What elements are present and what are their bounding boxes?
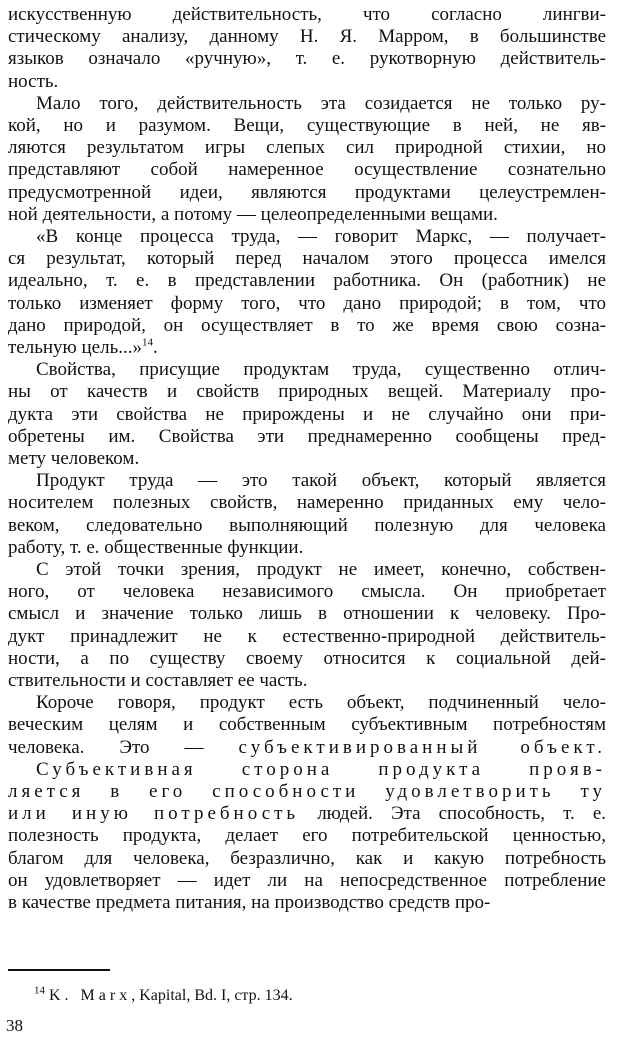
paragraph-first-line: Субъективная сторона продукта прояв- [36,758,606,780]
text-line: дукта эти свойства не прирождены и не случайно они при- [8,403,606,425]
footnote [34,985,293,1007]
text-line: ной деятельности, а потому — целеопределенными вещами. [8,203,498,225]
emphasized-term: или иную потребность [8,803,300,825]
text-line: полезность продукта, делает его потребительской ценностью, [8,825,606,847]
paragraph-first-line: Мало того, действительность эта созидается не только ру- [36,92,606,114]
paragraph-first-line: Свойства, присущие продуктам труда, существенно отлич- [36,359,606,381]
footnote-author: K. Marx [49,987,132,1004]
text-line: работу, т. е. общественные функции. [8,536,304,558]
text-line: веческим целям и собственным субъективным потребностям [8,714,606,736]
text-line: ляются результатом игры слепых сил природной стихии, но [8,137,606,159]
emphasized-term: субъективированный объект. [238,736,606,758]
text-line: ся результат, который перед началом этого процесса имелся [8,248,606,270]
footnote-number: 14 [34,984,45,997]
footnote-separator [8,969,110,971]
text-line: стическому анализу, данному Н. Я. Марром, в большинстве [8,26,606,48]
text-line: кой, но и разумом. Вещи, существующие в ней, не яв- [8,115,606,136]
page-number: 38 [6,1016,23,1035]
text-line: веком, следовательно выполняющий полезную для человека [8,514,606,536]
text-line: он удовлетворяет — идет ли на непосредственное потребление [8,869,606,891]
text-line: ного, от человека независимого смысла. Он приобретает [8,581,606,603]
paragraph-first-line: Короче говоря, продукт есть объект, подчиненный чело- [36,692,606,714]
text-line: языков означало «ручную», т. е. рукотворную действитель- [8,48,606,70]
paragraph-first-line: Продукт труда — это такой объект, который является [36,470,606,492]
paragraph-first-line: «В конце процесса труда, — говорит Маркс, — получает- [36,226,606,247]
text-line: ны от качеств и свойств природных вещей. Материалу про- [8,381,606,403]
paragraph-first-line: С этой точки зрения, продукт не имеет, конечно, собствен- [36,559,606,580]
text-line: смысл и значение только лишь в отношении к человеку. Про- [8,603,606,625]
text-line: тельную цель...»$^{14}$. [8,336,158,358]
text-line: искусственную действительность, что согласно лингви- [8,4,606,25]
text-line: идеально, т. е. в представлении работника. Он (работник) не [8,270,606,292]
text-line: ности, а по существу своему относится к социальной дей- [8,647,606,669]
text-line: носителем полезных свойств, намеренно приданных ему чело- [8,492,606,514]
footnote-citation: , Kapital, Bd. I, стр. 134. [131,987,293,1004]
text-line: человека. Это — субъективированный объект. [8,736,606,758]
text-line: ность. [8,70,59,92]
text-line: обретены им. Свойства эти преднамеренно сообщены пред- [8,425,606,447]
footnote-reference: 14 [142,336,153,349]
text-line: благом для человека, безразлично, как и какую потребность [8,847,606,869]
text-line: представляют собой намеренное осуществление сознательно [8,159,606,181]
text-line: дукт принадлежит не к естественно-природной действитель- [8,625,606,647]
text-line: ляется в его способности удовлетворить ту [8,781,606,802]
text-line: мету человеком. [8,448,140,469]
text-line: только изменяет форму того, что дано природой; в том, что [8,292,606,314]
text-line: дано природой, он осуществляет в то же время свою созна- [8,314,606,336]
text-line: в качестве предмета питания, на производство средств про- [8,892,491,913]
text-line: или иную потребность людей. Эта способность, т. е. [8,803,606,825]
text-line: ствительности и составляет ее часть. [8,670,308,691]
text-line: предусмотренной идеи, являются продуктами целеустремлен- [8,181,606,203]
